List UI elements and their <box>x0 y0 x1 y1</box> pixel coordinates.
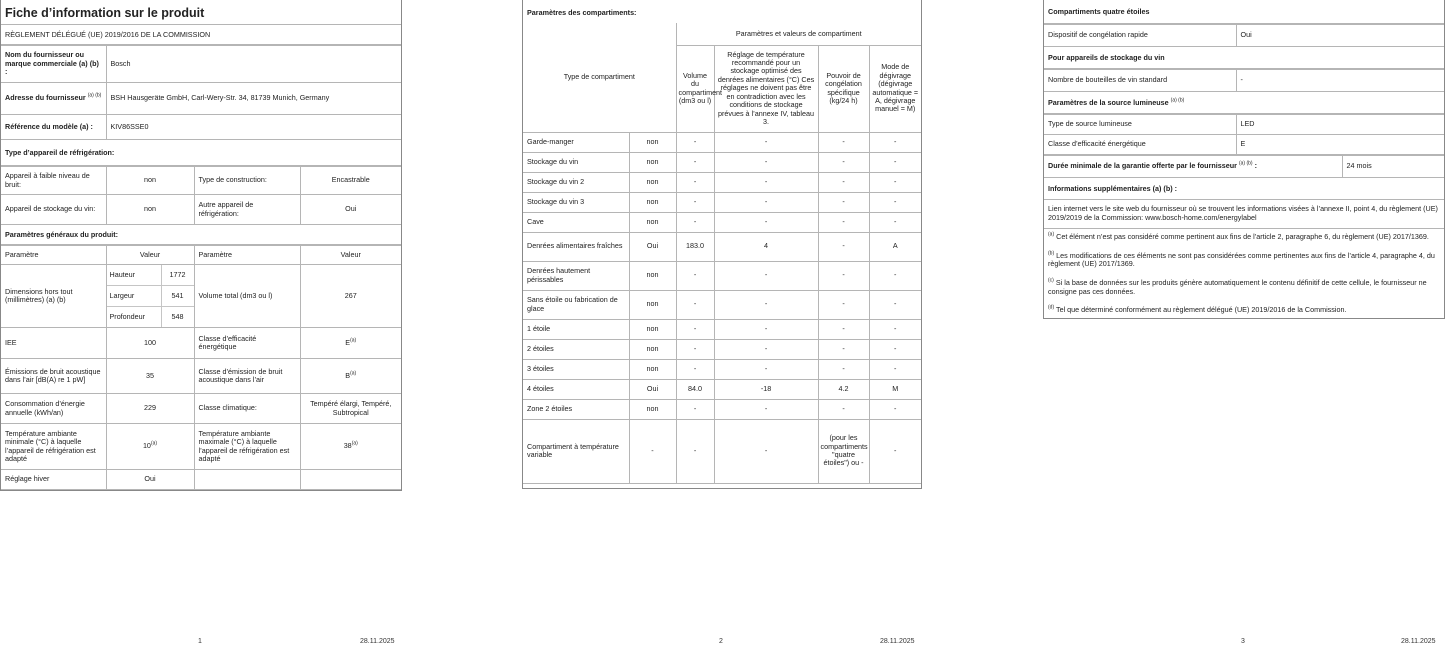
general-params-table <box>1 245 401 490</box>
footnote-d-text: Tel que déterminé conformément au règlement délégué (UE) 2019/2016 de la Commission. <box>1056 305 1347 315</box>
compartments-table <box>523 23 921 484</box>
volume-header: Volume du compartiment (dm3 ou l) <box>676 45 714 132</box>
noise-class-note: (a) <box>350 370 357 377</box>
supplier-value: Bosch <box>106 46 401 83</box>
compartment-freeze: - <box>818 232 869 261</box>
winter-label: Réglage hiver <box>1 470 106 490</box>
extra-section-heading: Informations supplémentaires (a) (b) : <box>1044 178 1444 200</box>
compartment-temp: -18 <box>714 379 818 399</box>
freezing-capacity-header: Pouvoir de congélation spécifique (kg/24 h) <box>818 45 869 132</box>
dimensions-cell <box>106 265 194 328</box>
compartment-freeze: - <box>818 319 869 339</box>
light-section-note: (a) (b) <box>1170 97 1185 104</box>
depth-label: Profondeur <box>107 307 162 328</box>
footnote-b-mark: (b) <box>1048 250 1055 257</box>
product-sheet-page-2 <box>522 0 922 489</box>
height-value: 1772 <box>169 269 186 279</box>
compartment-temp: 4 <box>714 232 818 261</box>
compartment-name: Denrées alimentaires fraîches <box>523 232 629 261</box>
defrost-mode-header: Mode de dégivrage (dégivrage automatique = A, dégivrage manuel = M) <box>869 45 921 132</box>
warranty-table <box>1044 155 1444 178</box>
other-appliance-label: Autre appareil de réfrigération: <box>194 195 300 225</box>
compartment-group-header: Paramètres et valeurs de compartiment <box>676 23 921 45</box>
energy-class-note: (a) <box>350 337 357 344</box>
volume-value: 267 <box>300 265 401 328</box>
compartment-present: non <box>629 152 676 172</box>
compartment-present: non <box>629 359 676 379</box>
page-title: Fiche d’information sur le produit <box>1 0 401 25</box>
wine-section-heading: Pour appareils de stockage du vin <box>1044 47 1444 69</box>
quick-freeze-value: Oui <box>1236 25 1444 47</box>
noise-class-value: B <box>345 370 351 380</box>
compartment-volume: - <box>676 399 714 419</box>
light-section-heading <box>1044 92 1444 114</box>
temp-setting-header: Réglage de température recommandé pour un stockage optimisé des denrées alimentaires (°C) Ces réglages ne doivent pas être en contradiction avec les conditions de stockage prévues à l’annexe IV, tableau 3. <box>714 45 818 132</box>
volume-label: Volume total (dm3 ou l) <box>194 265 300 328</box>
address-cell <box>1 83 106 115</box>
compartment-present: non <box>629 132 676 152</box>
max-temp-cell <box>300 424 401 470</box>
compartment-name: Sans étoile ou fabrication de glace <box>523 290 629 319</box>
page-date: 28.11.2025 <box>1401 638 1436 645</box>
compartment-name: Cave <box>523 212 629 232</box>
compartment-temp: - <box>714 172 818 192</box>
compartment-freeze: - <box>818 172 869 192</box>
wine-appliance-value: non <box>106 195 194 225</box>
energy-class-label: Classe d’efficacité énergétique <box>194 328 300 359</box>
compartment-row <box>523 319 921 339</box>
product-sheet-page-3 <box>1043 0 1445 319</box>
footnote-d <box>1044 300 1444 318</box>
compartment-freeze: - <box>818 152 869 172</box>
winter-value: Oui <box>106 470 194 490</box>
compartment-temp: - <box>714 290 818 319</box>
construction-label: Type de construction: <box>194 167 300 195</box>
light-type-label: Type de source lumineuse <box>1044 115 1236 135</box>
type-section-heading: Type d’appareil de réfrigération: <box>1 140 401 166</box>
compartment-row <box>523 359 921 379</box>
compartment-name: Stockage du vin 3 <box>523 192 629 212</box>
compartment-volume: - <box>676 359 714 379</box>
compartment-freeze: - <box>818 261 869 290</box>
page-number: 1 <box>198 638 202 645</box>
compartment-volume: - <box>676 212 714 232</box>
compartment-present: non <box>629 319 676 339</box>
warranty-value: 24 mois <box>1342 156 1444 178</box>
compartment-name: 3 étoiles <box>523 359 629 379</box>
compartment-temp: - <box>714 359 818 379</box>
footnote-c-mark: (c) <box>1048 277 1054 284</box>
compartment-freeze: 4.2 <box>818 379 869 399</box>
compartment-name: Stockage du vin 2 <box>523 172 629 192</box>
noise-value: 35 <box>106 359 194 394</box>
supplier-table <box>1 45 401 140</box>
dimensions-table <box>107 265 194 327</box>
compartment-present: non <box>629 192 676 212</box>
compartment-temp: - <box>714 212 818 232</box>
footnote-c-text: Si la base de données sur les produits génère automatiquement le contenu définitif de cette cellule, le fournisseur ne consigne pas ces données. <box>1048 277 1427 296</box>
noise-class-cell <box>300 359 401 394</box>
supplier-label: Nom du fournisseur ou marque commerciale (a) (b) : <box>1 46 106 83</box>
variable-compartment-label: Compartiment à température variable <box>523 419 629 483</box>
footnote-c <box>1044 273 1444 300</box>
eei-label: IEE <box>1 328 106 359</box>
compartment-name: 4 étoiles <box>523 379 629 399</box>
min-temp-value: 10 <box>142 441 151 451</box>
compartment-defrost: - <box>869 212 921 232</box>
compartment-volume: - <box>676 132 714 152</box>
compartment-present: non <box>629 290 676 319</box>
min-temp-cell <box>106 424 194 470</box>
energylabel-link: Lien internet vers le site web du fournisseur où se trouvent les informations visées à l’annexe II, point 4, du règlement (UE) 2019/2019 de la Commission: www.bosch-home.com/energylabel <box>1044 200 1444 229</box>
page-number: 3 <box>1241 638 1245 645</box>
footnote-b-text: Les modifications de ces éléments ne sont pas considérées comme pertinentes aux fins de l’article 4, paragraphe 4, du règlement (UE) 2017/1369. <box>1048 250 1435 269</box>
compartment-name: Denrées hautement périssables <box>523 261 629 290</box>
model-value: KIV86SSE0 <box>106 115 401 140</box>
compartment-row <box>523 290 921 319</box>
address-label: Adresse du fournisseur <box>5 93 86 103</box>
variable-volume: - <box>676 419 714 483</box>
value-header-2: Valeur <box>300 246 401 265</box>
consumption-value: 229 <box>106 394 194 424</box>
param-header-2: Paramètre <box>194 246 300 265</box>
compartment-row <box>523 399 921 419</box>
general-section-heading: Paramètres généraux du produit: <box>1 225 401 245</box>
compartment-volume: - <box>676 290 714 319</box>
compartment-freeze: - <box>818 290 869 319</box>
warranty-label-cell: Durée minimale de la garantie offerte par le fournisseur $^{(a) (b)}$ : <box>1044 156 1342 178</box>
max-temp-label: Température ambiante maximale (°C) à laquelle l’appareil de réfrigération est adapté <box>194 424 300 470</box>
variable-defrost: - <box>869 419 921 483</box>
compartment-temp: - <box>714 192 818 212</box>
compartment-present: non <box>629 172 676 192</box>
compartment-freeze: - <box>818 212 869 232</box>
footnote-b <box>1044 246 1444 273</box>
four-star-table <box>1044 24 1444 47</box>
bottles-value: - <box>1236 70 1444 92</box>
compartment-volume: - <box>676 152 714 172</box>
noise-label: Émissions de bruit acoustique dans l’air [dB(A) re 1 pW] <box>1 359 106 394</box>
compartment-defrost: - <box>869 319 921 339</box>
warranty-label: Durée minimale de la garantie offerte par le fournisseur <box>1048 161 1237 171</box>
page-date: 28.11.2025 <box>880 638 915 645</box>
compartment-name: 2 étoiles <box>523 339 629 359</box>
compartment-temp: - <box>714 261 818 290</box>
bottles-label: Nombre de bouteilles de vin standard <box>1044 70 1236 92</box>
empty-cell <box>194 470 300 490</box>
consumption-label: Consommation d’énergie annuelle (kWh/an) <box>1 394 106 424</box>
compartment-defrost: - <box>869 290 921 319</box>
value-header: Valeur <box>106 246 194 265</box>
empty-cell <box>300 470 401 490</box>
other-appliance-value: Oui <box>300 195 401 225</box>
low-noise-label: Appareil à faible niveau de bruit: <box>1 167 106 195</box>
compartment-temp: - <box>714 152 818 172</box>
compartment-freeze: - <box>818 339 869 359</box>
compartment-name: 1 étoile <box>523 319 629 339</box>
wine-table <box>1044 69 1444 92</box>
compartment-freeze: - <box>818 359 869 379</box>
compartment-freeze: - <box>818 399 869 419</box>
noise-class-label: Classe d’émission de bruit acoustique dans l’air <box>194 359 300 394</box>
compartment-name: Stockage du vin <box>523 152 629 172</box>
compartment-freeze: - <box>818 192 869 212</box>
compartment-temp: - <box>714 399 818 419</box>
compartment-defrost: - <box>869 132 921 152</box>
light-class-value: E <box>1236 135 1444 155</box>
compartment-name: Zone 2 étoiles <box>523 399 629 419</box>
compartment-defrost: - <box>869 399 921 419</box>
compartment-freeze: - <box>818 132 869 152</box>
light-class-label: Classe d’efficacité énergétique <box>1044 135 1236 155</box>
compartment-defrost: - <box>869 172 921 192</box>
compartment-rows <box>523 132 921 419</box>
max-temp-value: 38 <box>343 441 352 451</box>
climate-label: Classe climatique: <box>194 394 300 424</box>
compartment-type-header: Type de compartiment <box>523 23 676 132</box>
compartment-row <box>523 192 921 212</box>
compartment-row <box>523 339 921 359</box>
compartment-temp: - <box>714 319 818 339</box>
page-date: 28.11.2025 <box>360 638 395 645</box>
compartment-temp: - <box>714 132 818 152</box>
compartment-present: non <box>629 212 676 232</box>
footnote-a-mark: (a) <box>1048 231 1055 238</box>
climate-value: Tempéré élargi, Tempéré, Subtropical <box>300 394 401 424</box>
param-header: Paramètre <box>1 246 106 265</box>
compartment-row <box>523 172 921 192</box>
energy-class-value: E <box>345 337 351 347</box>
compartment-present: non <box>629 399 676 419</box>
depth-value: 548 <box>161 307 194 328</box>
footnote-d-mark: (d) <box>1048 304 1055 311</box>
compartment-row <box>523 379 921 399</box>
model-label: Référence du modèle (a) : <box>1 115 106 140</box>
compartment-defrost: M <box>869 379 921 399</box>
compartment-defrost: - <box>869 261 921 290</box>
compartment-defrost: - <box>869 339 921 359</box>
page-number: 2 <box>719 638 723 645</box>
page-1 <box>0 0 402 648</box>
light-table <box>1044 114 1444 155</box>
footnote-a-text: Cet élément n’est pas considéré comme pertinent aux fins de l’article 2, paragraphe 6, du règlement (UE) 2017/1369. <box>1056 232 1429 242</box>
height-label: Hauteur <box>107 265 162 286</box>
compartment-volume: - <box>676 192 714 212</box>
light-section-title: Paramètres de la source lumineuse <box>1048 98 1169 107</box>
variable-temp: - <box>714 419 818 483</box>
address-value: BSH Hausgeräte GmbH, Carl-Wery-Str. 34, 81739 Munich, Germany <box>106 83 401 115</box>
compartment-defrost: - <box>869 152 921 172</box>
page-3 <box>1043 0 1445 648</box>
warranty-note: (a) (b) <box>1238 160 1253 167</box>
compartment-volume: 183.0 <box>676 232 714 261</box>
variable-freeze: (pour les compartiments "quatre étoiles") ou - <box>818 419 869 483</box>
dimensions-label: Dimensions hors tout (millimètres) (a) (b) <box>1 265 106 328</box>
compartment-volume: - <box>676 339 714 359</box>
compartment-present: Oui <box>629 232 676 261</box>
width-value: 541 <box>161 286 194 307</box>
compartment-present: non <box>629 339 676 359</box>
eei-value: 100 <box>106 328 194 359</box>
low-noise-value: non <box>106 167 194 195</box>
min-temp-note: (a) <box>150 440 158 447</box>
compartment-present: non <box>629 261 676 290</box>
compartment-row <box>523 152 921 172</box>
compartments-section-heading: Paramètres des compartiments: <box>527 8 637 17</box>
construction-value: Encastrable <box>300 167 401 195</box>
width-label: Largeur <box>107 286 162 307</box>
regulation-subtitle: RÈGLEMENT DÉLÉGUÉ (UE) 2019/2016 DE LA COMMISSION <box>1 25 401 45</box>
quick-freeze-label: Dispositif de congélation rapide <box>1044 25 1236 47</box>
compartment-name: Garde-manger <box>523 132 629 152</box>
max-temp-note: (a) <box>351 440 358 447</box>
compartment-volume: - <box>676 172 714 192</box>
compartment-defrost: - <box>869 359 921 379</box>
compartment-temp: - <box>714 339 818 359</box>
compartment-volume: - <box>676 319 714 339</box>
compartment-row <box>523 232 921 261</box>
compartment-defrost: - <box>869 192 921 212</box>
four-star-section-heading: Compartiments quatre étoiles <box>1044 0 1444 24</box>
variable-present: - <box>629 419 676 483</box>
compartment-volume: 84.0 <box>676 379 714 399</box>
address-notes: (a) (b) <box>87 92 102 99</box>
compartment-row <box>523 212 921 232</box>
compartment-row <box>523 132 921 152</box>
appliance-type-table <box>1 166 401 225</box>
min-temp-label: Température ambiante minimale (°C) à laquelle l’appareil de réfrigération est adapté <box>1 424 106 470</box>
wine-appliance-label: Appareil de stockage du vin: <box>1 195 106 225</box>
product-sheet-page-1 <box>0 0 402 491</box>
footnote-a <box>1044 229 1444 246</box>
light-type-value: LED <box>1236 115 1444 135</box>
compartment-volume: - <box>676 261 714 290</box>
compartment-row <box>523 261 921 290</box>
compartment-defrost: A <box>869 232 921 261</box>
energy-class-cell <box>300 328 401 359</box>
compartment-present: Oui <box>629 379 676 399</box>
page-2 <box>522 0 922 648</box>
